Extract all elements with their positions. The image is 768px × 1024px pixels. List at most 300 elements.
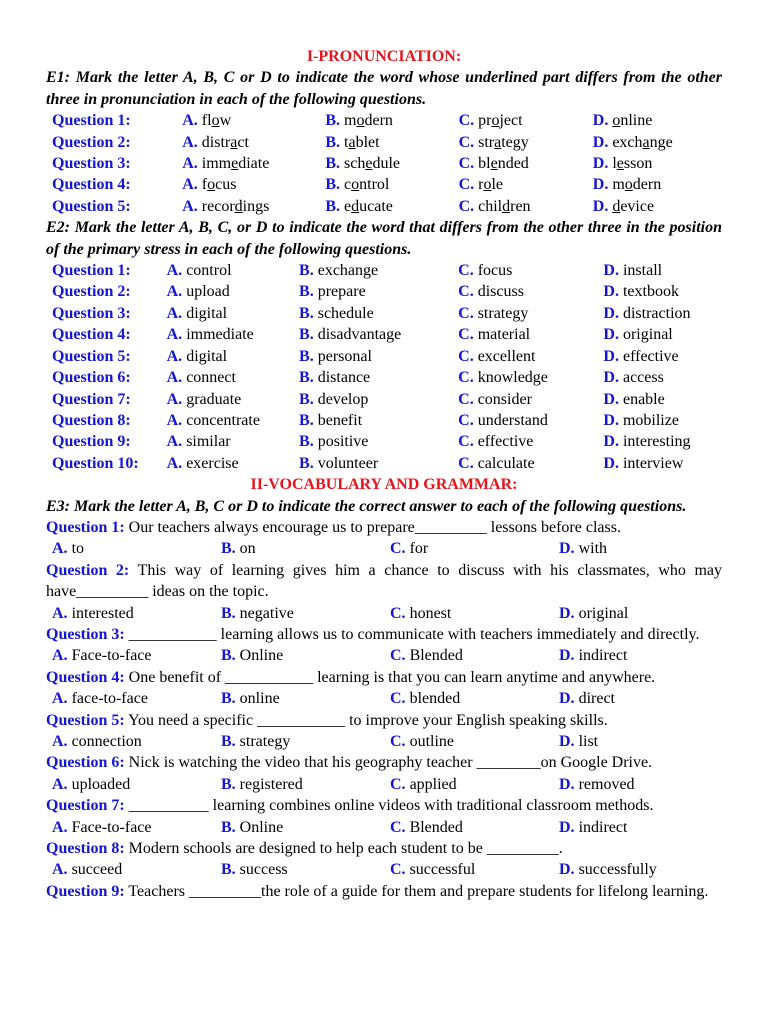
option-letter: B. [221,733,236,750]
answer-option [299,389,458,410]
answer-option [167,346,299,367]
answer-option [182,196,325,217]
option-letter: C. [390,690,406,708]
underlined-part: o [624,176,633,194]
option-letter: A. [166,262,183,280]
options-row [46,645,722,666]
word-part: ject [499,112,523,130]
answer-option [459,153,593,174]
option-letter: D. [559,818,575,836]
word-part: nded [497,155,529,173]
option-letter: D. [559,647,575,665]
answer-option [52,603,221,624]
option-text: volunteer [317,454,379,472]
option-text: direct [578,690,615,708]
answer-option [559,603,709,624]
word-part: recor [201,197,235,215]
option-letter: D. [603,283,619,301]
option-letter: B. [221,540,236,558]
option-text: successfully [578,861,657,879]
option-text: understand [477,411,548,429]
e3-question-list [46,517,722,902]
option-text: interested [71,604,134,622]
word-part: m [612,176,625,194]
option-text: schedule [317,304,374,322]
answer-option [603,453,722,474]
option-text: Face-to-face [71,647,152,665]
option-text: upload [186,283,230,301]
answer-option [458,431,603,452]
underlined-part: o [491,112,500,130]
option-letter: B. [221,647,236,665]
option-letter: C. [458,369,474,387]
option-text: knowledge [477,369,548,387]
question-row [46,260,722,281]
option-letter: A. [52,861,68,879]
answer-option [299,367,458,388]
option-text: applied [409,775,457,793]
option-text: removed [578,775,635,793]
option-letter: D. [603,304,619,322]
word-part: w [219,112,232,130]
question-stem: Teachers _________the role of a guide for them and prepare students for lifelong learning. [128,882,709,900]
answer-option [559,538,709,559]
option-letter: C. [458,454,474,472]
option-text: develop [317,390,369,408]
answer-option [593,153,722,174]
answer-option [458,410,603,431]
option-text: textbook [622,283,679,301]
option-letter: B. [299,262,314,280]
underlined-part: o [207,176,216,194]
option-text: strategy [477,304,529,322]
word-part: f [201,176,208,194]
word-part: bl [478,155,491,173]
option-text: graduate [186,390,242,408]
option-text: interview [622,454,684,472]
word-part: dern [632,176,662,194]
option-letter: D. [603,262,619,280]
underlined-part: a [494,133,502,151]
answer-option [458,346,603,367]
option-letter: A. [182,112,198,130]
option-text: successful [409,861,476,879]
word-part: c [344,176,352,194]
answer-option [390,859,559,880]
option-letter: B. [325,176,341,194]
option-letter: D. [592,112,609,130]
option-letter: B. [325,197,341,215]
answer-option [390,774,559,795]
answer-option [458,281,603,302]
option-text: indirect [578,647,628,665]
option-text: calculate [477,454,535,472]
answer-option [52,688,221,709]
option-text: positive [317,433,369,451]
option-text: exchange [317,262,379,280]
option-letter: B. [221,604,236,622]
option-letter: C. [458,262,474,280]
answer-option [559,817,709,838]
option-letter: C. [458,433,474,451]
question-stem: Modern schools are designed to help each student to be _________. [128,840,563,858]
option-letter: B. [299,369,314,387]
underlined-part: o [356,112,365,130]
option-letter: B. [221,775,236,793]
section-title-vocabulary: II-VOCABULARY AND GRAMMAR: [250,476,518,494]
answer-option [167,367,299,388]
answer-option [167,431,299,452]
option-letter: C. [390,818,406,836]
option-letter: A. [182,155,198,173]
question-row [46,196,722,217]
options-row [46,859,722,880]
option-text: success [239,861,288,879]
answer-option [390,731,559,752]
option-text: interesting [622,433,691,451]
options-row [46,774,722,795]
answer-option [603,431,722,452]
option-text: list [578,733,599,750]
answer-option [299,453,458,474]
answer-option [167,410,299,431]
option-letter: A. [166,326,183,344]
options-row [46,817,722,838]
question-label: Question 4: [46,668,125,686]
option-text: concentrate [186,411,260,429]
question-label: Question 2: [46,561,130,579]
answer-option [221,688,390,709]
option-text: mobilize [622,411,679,429]
question-label: Question 5: [52,197,131,215]
question-label: Question 7: [52,390,131,408]
option-letter: D. [559,604,575,622]
underlined-part: e [490,155,498,173]
underlined-part: a [230,133,238,151]
answer-option [603,410,722,431]
answer-option [325,153,458,174]
option-letter: C. [458,390,474,408]
word-part: ucate [359,197,393,215]
answer-option [299,431,458,452]
option-text: benefit [317,411,363,429]
answer-option [325,196,458,217]
option-letter: C. [390,861,406,879]
word-part: exch [612,133,643,151]
option-text: connection [71,733,142,750]
option-text: face-to-face [71,690,148,708]
option-text: excellent [477,347,536,365]
underlined-part: d [612,197,621,215]
option-text: digital [186,347,228,365]
option-letter: A. [166,390,183,408]
question-row [46,153,722,174]
answer-option [299,303,458,324]
answer-option [603,367,722,388]
answer-option [52,538,221,559]
word-part: dern [364,112,393,130]
answer-option [458,367,603,388]
option-letter: A. [166,411,183,429]
option-letter: B. [325,133,341,151]
underlined-part: e [231,155,239,173]
option-text: immediate [186,326,254,344]
answer-option [603,281,722,302]
question-stem: You need a specific ___________ to improve your English speaking skills. [128,711,608,729]
option-text: disadvantage [317,326,402,344]
option-text: digital [186,304,228,322]
option-text: effective [622,347,679,365]
question-label: Question 2: [52,283,131,301]
word-part: nge [649,133,673,151]
option-letter: B. [299,283,314,301]
answer-option [459,174,593,195]
question-stem: __________ learning combines online videos with traditional classroom methods. [128,797,654,815]
option-text: registered [239,775,303,793]
question-text [46,560,722,603]
answer-option [221,731,390,752]
answer-option [390,817,559,838]
answer-option [390,688,559,709]
option-letter: A. [52,818,68,836]
option-letter: D. [559,690,575,708]
option-letter: B. [299,326,314,344]
answer-option [299,346,458,367]
question-row [46,324,722,345]
option-text: to [71,540,85,558]
question-label: Question 5: [46,711,125,729]
word-part: t [344,133,349,151]
e3-instruction: E3: Mark the letter A, B, C or D to indicate the correct answer to each of the following questions. [46,497,687,515]
question-label: Question 4: [52,326,131,344]
answer-option [603,260,722,281]
option-letter: C. [458,283,474,301]
question-label: Question 5: [52,347,131,365]
answer-option [458,389,603,410]
answer-option [593,196,722,217]
answer-option [182,132,325,153]
option-text: enable [622,390,665,408]
answer-option [167,281,299,302]
option-letter: C. [390,540,406,558]
option-text: original [578,604,629,622]
option-text: for [409,540,429,558]
option-text: consider [477,390,532,408]
option-letter: C. [458,197,475,215]
option-text: connect [186,369,236,387]
question-label: Question 2: [52,133,131,151]
option-text: indirect [578,818,628,836]
word-part: fl [201,112,212,130]
option-text: material [477,326,531,344]
underlined-part: d [502,197,511,215]
question-text [46,667,722,688]
question-row [46,410,722,431]
option-letter: C. [390,733,406,750]
option-letter: B. [299,433,314,451]
answer-option [325,174,458,195]
question-text [46,624,722,645]
option-letter: A. [52,690,68,708]
option-text: access [622,369,664,387]
underlined-part: o [351,176,360,194]
option-text: with [578,540,608,558]
word-part: ings [242,197,270,215]
answer-option [221,603,390,624]
option-letter: A. [52,733,68,750]
answer-option [458,303,603,324]
options-row [46,731,722,752]
answer-option [221,774,390,795]
answer-option [52,817,221,838]
question-text [46,752,722,773]
option-text: uploaded [71,775,131,793]
option-text: Online [239,647,284,665]
option-letter: A. [52,647,68,665]
question-row [46,367,722,388]
option-letter: B. [299,347,314,365]
question-label: Question 9: [46,882,125,900]
option-letter: A. [182,197,198,215]
underlined-part: a [348,133,356,151]
option-text: personal [317,347,372,365]
question-row [46,303,722,324]
answer-option [459,132,593,153]
question-label: Question 8: [46,840,125,858]
answer-option [52,645,221,666]
question-label: Question 6: [46,754,125,772]
question-row [46,346,722,367]
answer-option [167,389,299,410]
word-part: ren [510,197,531,215]
answer-option [182,153,325,174]
question-row [46,174,722,195]
word-part: chil [478,197,503,215]
option-text: blended [409,690,461,708]
option-letter: D. [603,369,619,387]
word-part: nline [620,112,653,130]
option-letter: C. [390,604,406,622]
option-letter: D. [603,411,619,429]
option-text: distance [317,369,371,387]
answer-option [559,688,709,709]
underlined-part: o [211,112,220,130]
answer-option [603,324,722,345]
option-letter: C. [390,647,406,665]
option-letter: A. [166,433,183,451]
answer-option [603,346,722,367]
option-text: exercise [186,454,239,472]
answer-option [458,453,603,474]
option-letter: A. [166,304,183,322]
option-letter: D. [592,133,609,151]
answer-option [458,260,603,281]
option-letter: A. [166,347,183,365]
answer-option [167,303,299,324]
answer-option [459,110,593,131]
question-stem: Our teachers always encourage us to prepare_________ lessons before class. [128,518,621,536]
e1-instruction: E1: Mark the letter A, B, C or D to indicate the word whose underlined part differs from the other three in pronunciation in each of the following questions. [46,69,722,108]
word-part: evice [620,197,655,215]
word-part: m [344,112,357,130]
answer-option [52,774,221,795]
question-label: Question 7: [46,797,125,815]
answer-option [459,196,593,217]
option-text: discuss [477,283,524,301]
question-row [46,110,722,131]
answer-option [182,174,325,195]
question-label: Question 1: [52,262,131,280]
answer-option [593,110,722,131]
option-letter: D. [559,775,575,793]
option-letter: D. [592,197,609,215]
option-text: outline [409,733,454,750]
option-letter: D. [603,454,619,472]
answer-option [299,324,458,345]
question-row [46,389,722,410]
option-letter: B. [325,155,341,173]
word-part: diate [238,155,270,173]
word-part: pr [478,112,492,130]
answer-option [559,774,709,795]
option-letter: C. [458,411,474,429]
answer-option [559,731,709,752]
word-part: blet [355,133,380,151]
question-label: Question 4: [52,176,131,194]
option-letter: D. [559,861,575,879]
word-part: imm [201,155,232,173]
word-part: l [612,155,617,173]
answer-option [167,453,299,474]
option-letter: B. [299,304,314,322]
question-row [46,132,722,153]
question-text [46,881,722,902]
question-text [46,517,722,538]
question-text [46,838,722,859]
word-part: dule [372,155,401,173]
question-label: Question 3: [52,155,131,173]
answer-option [325,110,458,131]
question-label: Question 3: [52,304,131,322]
option-letter: C. [458,304,474,322]
question-label: Question 8: [52,411,131,429]
e1-question-list [46,110,722,217]
underlined-part: o [483,176,492,194]
option-letter: A. [182,133,198,151]
option-letter: C. [390,775,406,793]
option-letter: C. [458,176,475,194]
option-text: succeed [71,861,123,879]
answer-option [167,260,299,281]
option-text: install [622,262,663,280]
option-letter: B. [221,861,236,879]
option-text: similar [186,433,231,451]
answer-option [458,324,603,345]
question-label: Question 1: [52,112,131,130]
answer-option [593,132,722,153]
option-letter: A. [166,283,183,301]
option-letter: A. [52,775,68,793]
word-part: distr [201,133,231,151]
word-part: sch [344,155,366,173]
option-letter: C. [458,347,474,365]
option-letter: D. [603,390,619,408]
underlined-part: a [642,133,650,151]
option-letter: D. [603,347,619,365]
word-part: cus [215,176,237,194]
option-text: effective [477,433,534,451]
option-letter: C. [458,155,475,173]
